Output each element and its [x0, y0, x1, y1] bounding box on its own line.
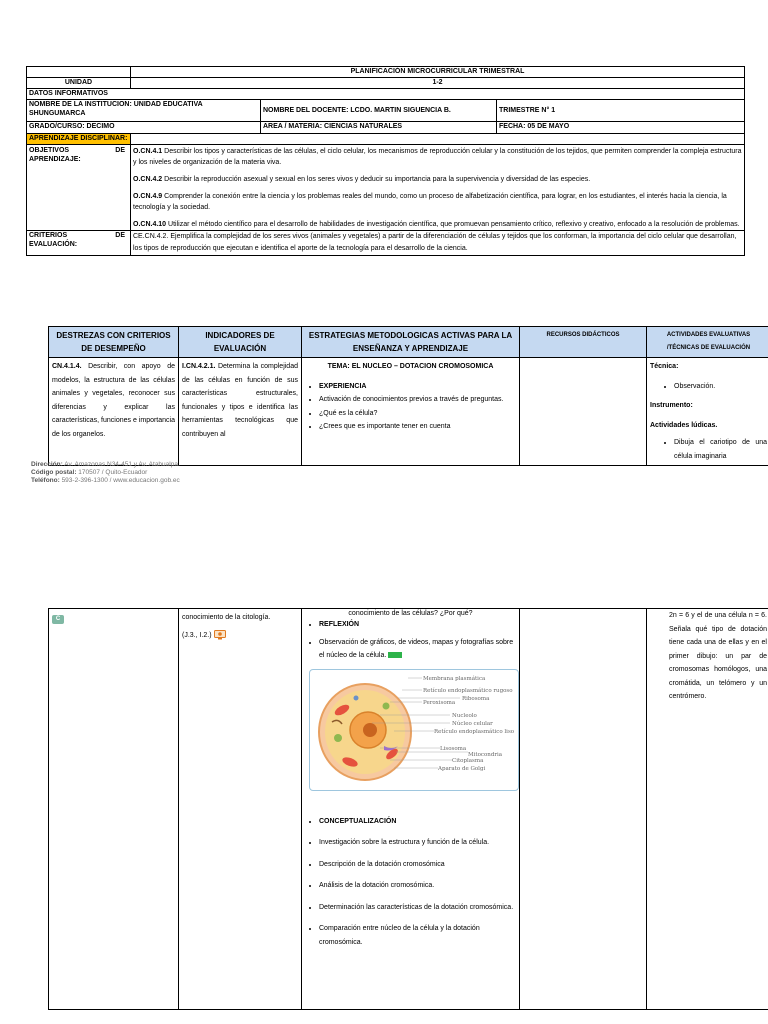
unidad-value: 1-2: [131, 78, 745, 89]
instrumento-label: Instrumento:: [650, 402, 693, 409]
diagram-label: Citoplasma: [452, 757, 484, 764]
monitor-icon: [214, 630, 226, 640]
list-item: • EXPERIENCIA: [319, 380, 516, 394]
objetivos-label: OBJETIVOS DE APRENDIZAJE:: [27, 145, 131, 231]
list-item: • Comparación entre núcleo de la célula y la dotación cromosómica.: [319, 922, 516, 949]
criterios-label: CRITERIOS DE EVALUACIÓN:: [27, 231, 131, 256]
diagram-label: Nucleolo: [452, 712, 477, 719]
aprendizaje-disciplinar-value: [131, 134, 745, 145]
diagram-label: Membrana plasmática: [423, 675, 486, 682]
indicador-ref: (J.3., I.2.): [182, 631, 212, 639]
grado-field: GRADO/CURSO: DECIMO: [27, 122, 261, 134]
estrategias-cell: [302, 358, 520, 466]
destrezas-table: [48, 326, 768, 466]
header-actividades: ACTIVIDADES EVALUATIVAS /TÉCNICAS DE EVALUACIÓN: [647, 327, 768, 358]
actividades-ludicas-label: Actividades lúdicas.: [650, 421, 718, 429]
blank-cell: [27, 67, 131, 78]
diagram-label: Mitocondria: [468, 751, 503, 758]
document-title: PLANIFICACIÓN MICROCURRICULAR TRIMESTRAL: [131, 67, 745, 78]
list-item: • Observación de gráficos, de videos, mapas y fotografías sobre el núcleo de la célula.: [319, 636, 516, 663]
docente-field: NOMBRE DEL DOCENTE: LCDO. MARTIN SIGUENCIA B.: [261, 100, 497, 122]
institucion-field: NOMBRE DE LA INSTITUCION: UNIDAD EDUCATIVA SHUNGUMARCA: [27, 100, 261, 122]
diagram-label: Lisosoma: [440, 745, 467, 752]
objetivo-item: O.CN.4.1 Describir los tipos y características de las células, el ciclo celular, los mecanismos de reproducción celular y la constitución de los tejidos, que permiten comprender la compleja estructura y los niveles de organización de la materia viva.: [133, 148, 742, 166]
page-footer: Dirección: Av. Amazonas N34-451 y Av. Atahualpa. Código postal: 170507 / Quito-Ecuador Teléfono: 593-2-396-1300 / www.educacion.gob.ec: [31, 461, 180, 484]
destreza-cont-cell: [49, 609, 179, 1010]
header-recursos: RECURSOS DIDÁCTICOS: [520, 327, 647, 358]
unidad-label: UNIDAD: [27, 78, 131, 89]
reflexion-item: • REFLEXIÓN: [319, 618, 516, 632]
list-item: • Descripción de la dotación cromosómica: [319, 858, 516, 872]
diagram-label: Ribosoma: [462, 695, 490, 702]
recursos-cont-cell: [520, 609, 647, 1010]
diagram-label: Peroxisoma: [423, 699, 456, 706]
diagram-label: Retículo endoplasmático liso: [434, 728, 515, 735]
indicador-cont-cell: conocimiento de la citología. (J.3., I.2.): [179, 609, 302, 1010]
list-item: • Determinación las características de la dotación cromosómica.: [319, 901, 516, 915]
aprendizaje-disciplinar-label: APRENDIZAJE DISCIPLINAR:: [27, 134, 131, 145]
criterios-content: CE.CN.4.2. Ejemplifica la complejidad de los seres vivos (animales y vegetales) a partir de la diferenciación de células y tejidos que los conforman, la importancia del ciclo celular que desarrollan, los tipos de reproducción que ejecutan e identifica el aporte de la tecnología para el desarrollo de la ciencia.: [131, 231, 745, 256]
area-field: AREA / MATERIA: CIENCIAS NATURALES: [261, 122, 497, 134]
green-marker-icon: [388, 652, 402, 658]
header-indicadores: INDICADORES DE EVALUACIÓN: [179, 327, 302, 358]
experiencia-list: [305, 380, 516, 434]
list-item: • Análisis de la dotación cromosómica.: [319, 879, 516, 893]
list-item: • ¿Qué es la célula?: [319, 407, 516, 421]
conceptualizacion-list: [305, 815, 516, 950]
trimestre-field: TRIMESTRE N° 1: [497, 100, 745, 122]
objetivo-item: O.CN.4.10 Utilizar el método científico para el desarrollo de habilidades de investigación científica, que promuevan pensamiento crítico, reflexivo y creativo, enfocado a la resolución de problemas.: [133, 221, 740, 228]
objetivo-item: O.CN.4.2 Describir la reproducción asexual y sexual en los seres vivos y deducir su importancia para la supervivencia y diversidad de las especies.: [133, 176, 591, 183]
actividades-cell: [647, 358, 768, 466]
objetivo-item: O.CN.4.9 Comprender la conexión entre la ciencia y los problemas reales del mundo, como un proceso de alfabetización científica, para lograr, en los estudiantes, el interés hacia la ciencia, la tecnología y la sociedad.: [133, 193, 727, 211]
diagram-label: Retículo endoplasmático rugoso: [423, 687, 513, 694]
list-item: • CONCEPTUALIZACIÓN: [319, 815, 516, 829]
recursos-cell: [520, 358, 647, 466]
continuation-table: [48, 608, 768, 1010]
actividades-cont-cell: 2n = 6 y el de una célula n = 6. Señala qué tipo de dotación tiene cada una de ellas y en el primer dibujo: un par de cromosomas homólogos, una cromátida, un telómero y un centrómero.: [647, 609, 768, 1010]
fecha-field: FECHA: 05 DE MAYO: [497, 122, 745, 134]
header-destrezas: DESTREZAS CON CRITERIOS DE DESEMPEÑO: [49, 327, 179, 358]
tema-title: TEMA: EL NUCLEO – DOTACION CROMOSOMICA: [327, 363, 494, 370]
tecnica-label: Técnica:: [650, 363, 679, 370]
destreza-cell: CN.4.1.4. Describir, con apoyo de modelos, la estructura de las células animales y vegetales, reconocer sus diferencias y explicar las características, funciones e importancia de los organelos.: [49, 358, 179, 466]
datos-informativos-label: DATOS INFORMATIVOS: [27, 89, 745, 100]
list-item: • ¿Crees que es importante tener en cuenta: [319, 420, 516, 434]
diagram-label: Aparato de Golgi: [438, 765, 486, 772]
objetivos-content: [131, 145, 745, 231]
diagram-label: Núcleo celular: [452, 720, 493, 727]
list-item: • Dibuja el cariotipo de una célula imaginaria: [674, 436, 767, 463]
header-estrategias: ESTRATEGIAS METODOLOGICAS ACTIVAS PARA LA ENSEÑANZA Y APRENDIZAJE: [302, 327, 520, 358]
list-item: • Observación.: [674, 380, 767, 394]
estrategias-cont-cell: conocimiento de las células? ¿Por qué? • REFLEXIÓN • Observación de gráficos, de videos, mapas y fotografías sobre el núcleo de la célula. Membrana plasmática Retículo endoplasmático rugoso Ribosoma Peroxisoma Nucleolo Núcleo celular Retículo endoplasmático liso Lisosoma Mitocondria Citoplasma Aparato de Golgi • CONCEPTUALIZACIÓN • Investigación sobre la estructura y función de la célula. • Descripción de la dotación cromosómica • Análisis de la dotación cromosómica. • Determinación las características de la dotación cromosómica. • Comparación entre núcleo de la célula y la dotación cromosómica.: [302, 609, 520, 1010]
comment-icon[interactable]: C: [52, 615, 64, 624]
planning-header-table: [26, 66, 745, 256]
list-item: • Investigación sobre la estructura y función de la célula.: [319, 836, 516, 850]
cell-diagram: [309, 669, 519, 791]
indicador-cell: I.CN.4.2.1. Determina la complejidad de las células en función de sus características estructurales, funcionales y tipos e identifica las herramientas tecnológicas que contribuyen al: [179, 358, 302, 466]
list-item: • Activación de conocimientos previos a través de preguntas.: [319, 393, 516, 407]
